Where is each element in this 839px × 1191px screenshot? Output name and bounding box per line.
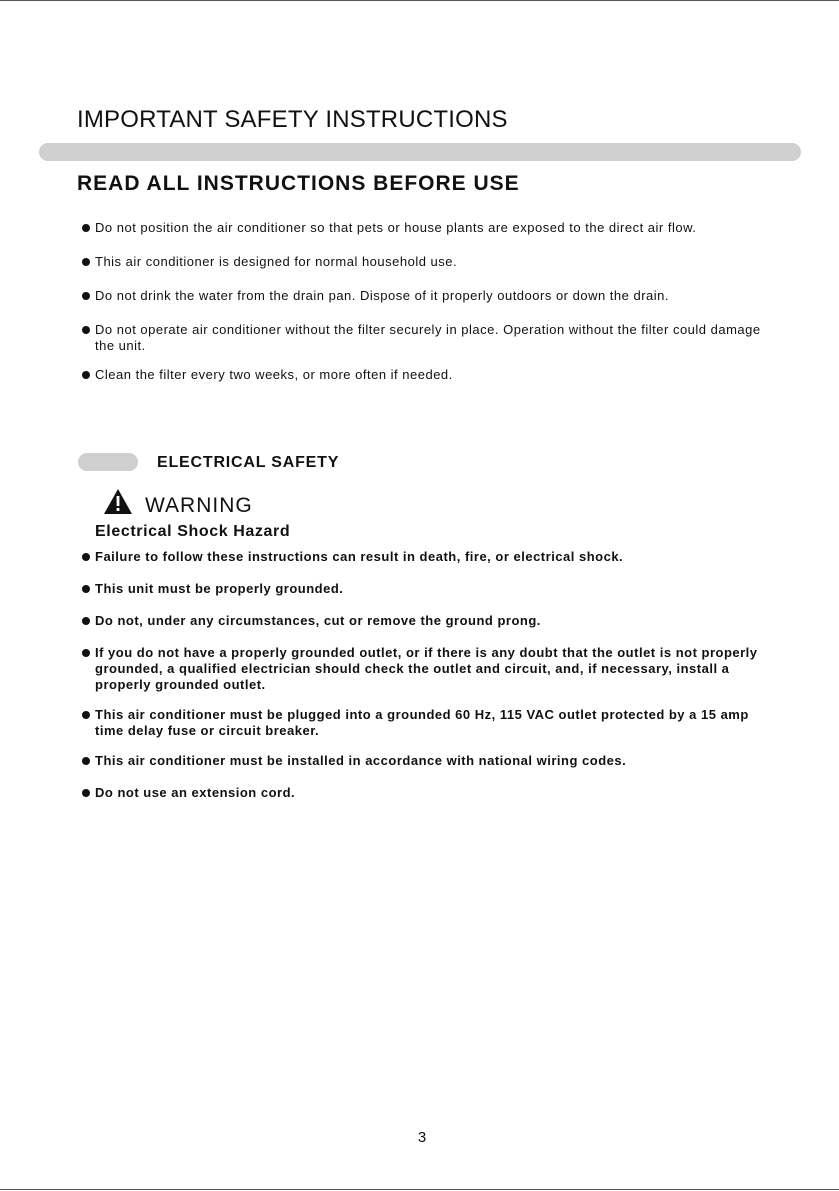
bullet-dot-icon	[82, 649, 90, 657]
list-item	[82, 613, 772, 629]
list-item	[82, 707, 772, 739]
list-item-text: This unit must be properly grounded.	[95, 581, 344, 596]
list-item-text: If you do not have a properly grounded outlet, or if there is any doubt that the outlet is not properly grounded, a qualified electrician should check the outlet and circuit, and, if necessary, install a properly grounded outlet.	[95, 645, 758, 692]
list-item-text: Do not drink the water from the drain pan. Dispose of it properly outdoors or down the drain.	[95, 288, 670, 303]
bullet-dot-icon	[82, 553, 90, 561]
list-item-text: Do not operate air conditioner without the filter securely in place. Operation without the filter could damage the unit.	[95, 322, 761, 353]
electrical-safety-list	[82, 549, 772, 817]
list-item	[82, 581, 772, 597]
list-item-text: This air conditioner must be installed in accordance with national wiring codes.	[95, 753, 627, 768]
bullet-dot-icon	[82, 258, 90, 266]
list-item	[82, 254, 772, 270]
page-title: IMPORTANT SAFETY INSTRUCTIONS	[77, 106, 508, 133]
list-item	[82, 645, 772, 693]
bullet-dot-icon	[82, 711, 90, 719]
bullet-dot-icon	[82, 617, 90, 625]
list-item-text: Clean the filter every two weeks, or more often if needed.	[95, 367, 453, 382]
bullet-dot-icon	[82, 757, 90, 765]
bullet-dot-icon	[82, 292, 90, 300]
list-item	[82, 549, 772, 565]
list-item	[82, 220, 772, 236]
bullet-dot-icon	[82, 224, 90, 232]
page-number: 3	[417, 1129, 427, 1146]
bullet-dot-icon	[82, 585, 90, 593]
list-item-text: Failure to follow these instructions can result in death, fire, or electrical shock.	[95, 549, 624, 564]
hazard-title: Electrical Shock Hazard	[95, 523, 291, 540]
list-item	[82, 785, 772, 801]
list-item-text: Do not, under any circumstances, cut or remove the ground prong.	[95, 613, 541, 628]
general-instructions-list	[82, 220, 772, 401]
list-item	[82, 367, 772, 383]
bullet-dot-icon	[82, 789, 90, 797]
list-item-text: This air conditioner is designed for normal household use.	[95, 254, 458, 269]
list-item	[82, 753, 772, 769]
section-marker-pill	[78, 453, 138, 471]
page-subtitle: READ ALL INSTRUCTIONS BEFORE USE	[77, 172, 520, 195]
warning-triangle-icon	[103, 488, 133, 515]
title-divider-bar	[39, 143, 801, 161]
top-border	[0, 0, 839, 1]
section-title-electrical-safety: ELECTRICAL SAFETY	[157, 454, 340, 471]
list-item	[82, 322, 772, 354]
warning-label: WARNING	[145, 494, 253, 517]
list-item-text: This air conditioner must be plugged into a grounded 60 Hz, 115 VAC outlet protected by a 15 amp time delay fuse or circuit breaker.	[95, 707, 749, 738]
list-item-text: Do not position the air conditioner so that pets or house plants are exposed to the direct air flow.	[95, 220, 697, 235]
bullet-dot-icon	[82, 326, 90, 334]
list-item-text: Do not use an extension cord.	[95, 785, 296, 800]
list-item	[82, 288, 772, 304]
bottom-border	[0, 1189, 839, 1190]
bullet-dot-icon	[82, 371, 90, 379]
